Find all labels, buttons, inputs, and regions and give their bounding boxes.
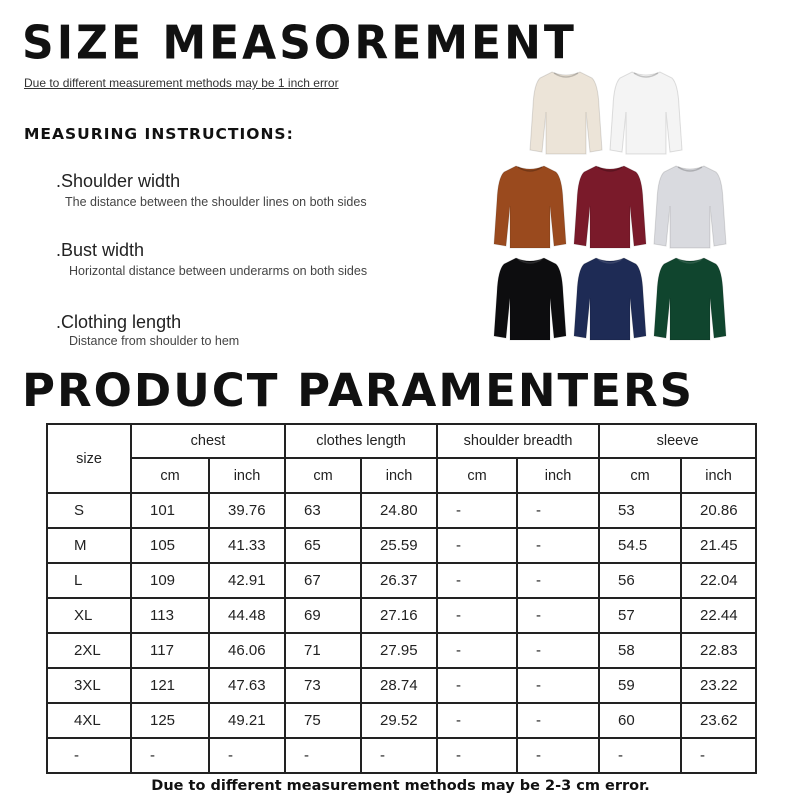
size-column-header: size [47,424,131,493]
table-cell: - [437,598,517,633]
clothes-length-group-header: clothes length [285,424,437,458]
table-cell: 44.48 [209,598,285,633]
table-cell: - [131,738,209,773]
table-cell: - [209,738,285,773]
unit-header-cell: inch [681,458,756,493]
table-cell: 109 [131,563,209,598]
table-cell: - [285,738,361,773]
table-cell: - [517,598,599,633]
table-cell: 20.86 [681,493,756,528]
instruction-bust-desc: Horizontal distance between underarms on both sides [69,264,368,278]
table-cell: 59 [599,668,681,703]
unit-header-cell: cm [599,458,681,493]
table-cell: - [437,528,517,563]
table-cell: 117 [131,633,209,668]
table-cell: 41.33 [209,528,285,563]
table-cell: 125 [131,703,209,738]
table-cell: 121 [131,668,209,703]
sweater-white-image [606,66,686,158]
sweater-navy-image [570,252,650,344]
table-cell: 63 [285,493,361,528]
table-unit-header-row [47,458,756,493]
size-cell: - [47,738,131,773]
chest-group-header: chest [131,424,285,458]
table-cell: 56 [599,563,681,598]
table-cell: - [681,738,756,773]
table-cell: 21.45 [681,528,756,563]
size-cell: 3XL [47,668,131,703]
table-row [47,598,756,633]
table-cell: 105 [131,528,209,563]
table-cell: - [437,703,517,738]
shoulder-breadth-group-header: shoulder breadth [437,424,599,458]
table-row [47,668,756,703]
measurement-error-note: Due to different measurement methods may be 1 inch error [24,76,339,90]
table-cell: - [517,493,599,528]
table-cell: 73 [285,668,361,703]
sweater-burgundy-image [570,160,650,252]
page-title: SIZE MEASOREMENT [22,16,577,71]
table-cell: 53 [599,493,681,528]
table-cell: 75 [285,703,361,738]
size-cell: 2XL [47,633,131,668]
table-cell: 23.22 [681,668,756,703]
unit-header-cell: cm [285,458,361,493]
table-cell: 22.83 [681,633,756,668]
table-row [47,493,756,528]
table-group-header-row [47,424,756,458]
sweater-beige-image [526,66,606,158]
table-cell: 57 [599,598,681,633]
table-cell: 25.59 [361,528,437,563]
table-cell: - [517,738,599,773]
table-cell: 60 [599,703,681,738]
table-cell: 23.62 [681,703,756,738]
instruction-length-desc: Distance from shoulder to hem [69,334,240,348]
unit-header-cell: cm [131,458,209,493]
size-chart-table [46,423,757,774]
table-cell: 22.44 [681,598,756,633]
table-cell: 29.52 [361,703,437,738]
sweater-black-image [490,252,570,344]
table-cell: 69 [285,598,361,633]
table-cell: 28.74 [361,668,437,703]
table-cell: 26.37 [361,563,437,598]
table-cell: 22.04 [681,563,756,598]
table-row [47,738,756,773]
table-cell: - [437,633,517,668]
table-cell: 113 [131,598,209,633]
table-cell: 101 [131,493,209,528]
footer-error-note: Due to different measurement methods may be 2-3 cm error. [151,778,650,794]
sweater-brown-image [490,160,570,252]
table-cell: 39.76 [209,493,285,528]
table-row [47,528,756,563]
size-cell: M [47,528,131,563]
table-row [47,563,756,598]
table-cell: - [437,493,517,528]
table-row [47,703,756,738]
size-cell: S [47,493,131,528]
sweater-dark-green-image [650,252,730,344]
table-cell: - [437,668,517,703]
table-cell: 58 [599,633,681,668]
table-cell: - [517,633,599,668]
table-row [47,633,756,668]
table-cell: 24.80 [361,493,437,528]
table-cell: - [437,563,517,598]
table-cell: - [517,528,599,563]
sleeve-group-header: sleeve [599,424,756,458]
size-cell: 4XL [47,703,131,738]
table-cell: 42.91 [209,563,285,598]
unit-header-cell: inch [517,458,599,493]
unit-header-cell: cm [437,458,517,493]
table-cell: - [437,738,517,773]
unit-header-cell: inch [361,458,437,493]
table-cell: 54.5 [599,528,681,563]
size-cell: L [47,563,131,598]
table-cell: 46.06 [209,633,285,668]
table-cell: 27.95 [361,633,437,668]
table-cell: 71 [285,633,361,668]
instructions-heading: MEASURING INSTRUCTIONS: [24,125,294,143]
sweater-light-gray-image [650,160,730,252]
table-cell: 67 [285,563,361,598]
table-cell: - [517,668,599,703]
table-cell: 47.63 [209,668,285,703]
table-cell: - [517,703,599,738]
size-cell: XL [47,598,131,633]
instruction-length-title: .Clothing length [56,312,182,332]
unit-header-cell: inch [209,458,285,493]
table-cell: - [361,738,437,773]
instruction-bust-title: .Bust width [56,240,145,260]
instruction-shoulder-desc: The distance between the shoulder lines on both sides [65,195,367,209]
table-cell: 27.16 [361,598,437,633]
table-cell: 49.21 [209,703,285,738]
product-parameters-title: PRODUCT PARAMENTERS [22,364,694,417]
table-cell: - [517,563,599,598]
table-cell: 65 [285,528,361,563]
table-cell: - [599,738,681,773]
instruction-shoulder-title: .Shoulder width [56,171,181,191]
